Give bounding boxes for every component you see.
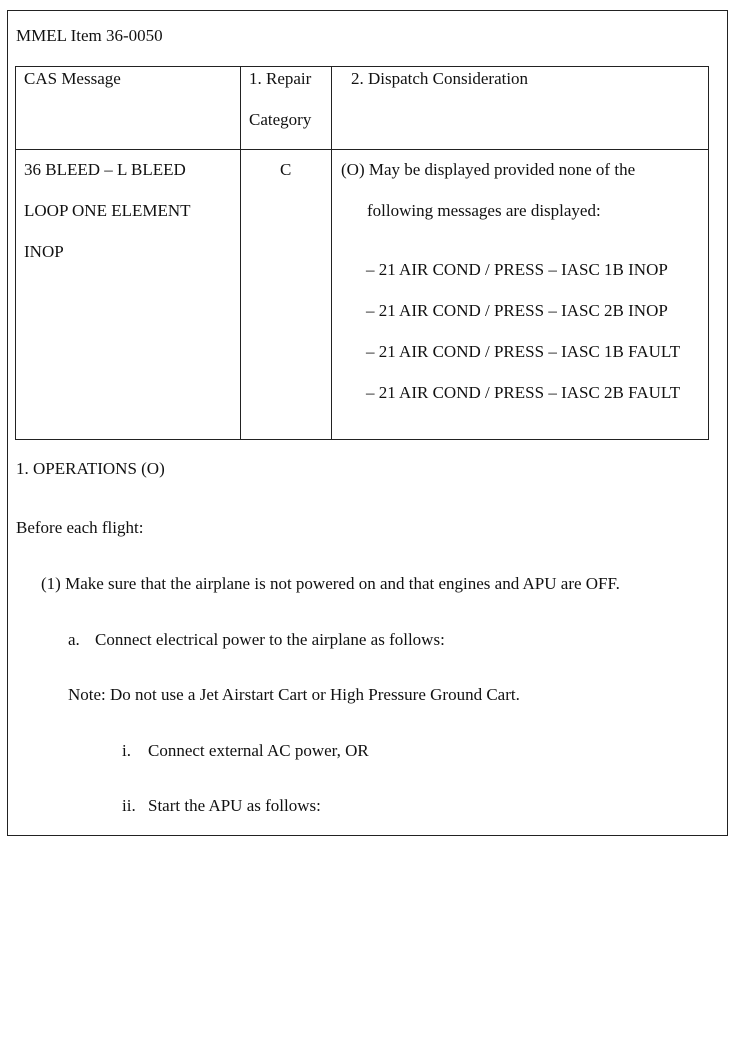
procedure-step-ii-text: Start the APU as follows: (148, 796, 321, 815)
header-dispatch-consideration: 2. Dispatch Consideration (351, 69, 529, 88)
procedure-step-a-text: Connect electrical power to the airplane as follows: (95, 630, 445, 649)
cas-condition-message: – 21 AIR COND / PRESS – IASC 2B FAULT (366, 383, 681, 402)
procedure-step-ii-marker: ii. (122, 796, 136, 815)
procedure-step-1: (1) Make sure that the airplane is not powered on and that engines and APU are OFF. (41, 574, 620, 593)
dispatch-intro-line: (O) May be displayed provided none of the (341, 160, 636, 179)
repair-category-value: C (280, 160, 292, 179)
procedure-step-a-marker: a. (68, 630, 80, 649)
header-repair-category-line1: 1. Repair (249, 69, 312, 88)
procedure-step-i-text: Connect external AC power, OR (148, 741, 369, 760)
before-each-flight-label: Before each flight: (16, 518, 144, 537)
cas-message-line: LOOP ONE ELEMENT (24, 201, 191, 220)
mmel-item-title: MMEL Item 36-0050 (16, 26, 163, 45)
table-column-divider (331, 67, 332, 439)
cas-message-line: INOP (24, 242, 64, 261)
cas-message-line: 36 BLEED – L BLEED (24, 160, 186, 179)
procedure-note: Note: Do not use a Jet Airstart Cart or High Pressure Ground Cart. (68, 685, 520, 704)
section-heading-operations: 1. OPERATIONS (O) (16, 459, 165, 478)
table-column-divider (240, 67, 241, 439)
cas-condition-message: – 21 AIR COND / PRESS – IASC 1B INOP (366, 260, 668, 279)
dispatch-intro-line: following messages are displayed: (367, 201, 601, 220)
header-repair-category-line2: Category (249, 110, 312, 129)
cas-condition-message: – 21 AIR COND / PRESS – IASC 1B FAULT (366, 342, 681, 361)
cas-condition-message: – 21 AIR COND / PRESS – IASC 2B INOP (366, 301, 668, 320)
procedure-step-i-marker: i. (122, 741, 131, 760)
header-cas-message: CAS Message (24, 69, 121, 88)
table-header-divider (16, 149, 708, 150)
cas-message-table (15, 66, 709, 440)
